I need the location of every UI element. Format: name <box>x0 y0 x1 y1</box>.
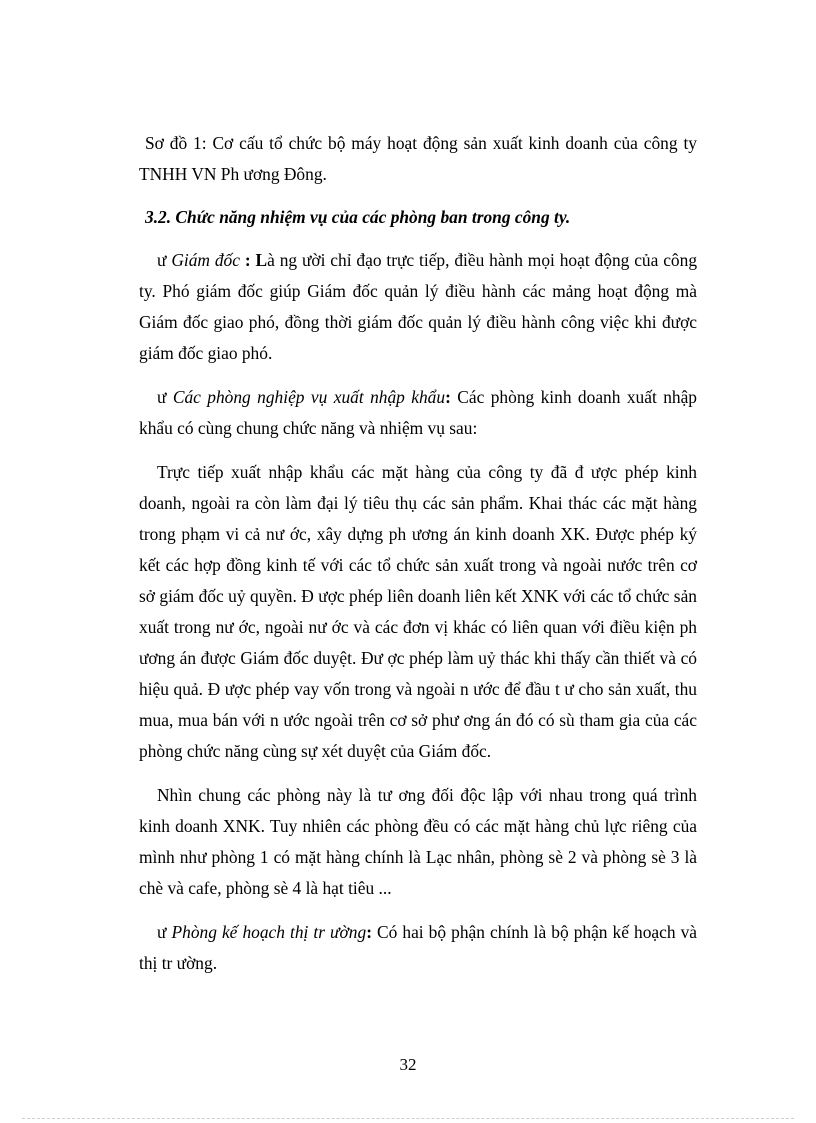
section-heading: 3.2. Chức năng nhiệm vụ của các phòng ban trong công ty. <box>145 207 571 227</box>
paragraph-xnk-detail: Trực tiếp xuất nhập khẩu các mặt hàng của công ty đã đ ược phép kinh doanh, ngoài ra còn làm đại lý tiêu thụ các sản phẩm. Khai thác các mặt hàng trong phạm vi cả nư ớc, xây dựng ph ương án kinh doanh XK. Được phép ký kết các hợp đồng kinh tế với các tổ chức sản xuất trong và ngoài nước trên cơ sở giám đốc uỷ quyền. Đ ược phép liên doanh liên kết XNK với các tổ chức sản xuất trong nư ớc, ngoài nư ớc và các đơn vị khác có liên quan với điều kiện ph ương án được Giám đốc duyệt. Đư ợc phép làm uỷ thác khi thấy cần thiết và có hiệu quả. Đ ược phép vay vốn trong và ngoài n ước để đầu t ư cho sản xuất, thu mua, mua bán với n ước ngoài trên cơ sở phư ơng án đó có sù tham gia của các phòng chức năng cùng sự xét duyệt của Giám đốc. <box>139 462 697 761</box>
term-ke-hoach: Phòng kế hoạch thị tr ường <box>171 922 367 942</box>
paragraph-giam-doc <box>139 245 697 369</box>
paragraph-xnk <box>139 382 697 444</box>
term-xnk: Các phòng nghiệp vụ xuất nhập khẩu <box>172 387 446 407</box>
page-number: 32 <box>399 1055 417 1074</box>
paragraph-text: Các phòng kinh doanh xuất nhập khẩu có cùng chung chức năng và nhiệm vụ sau: <box>139 387 697 438</box>
page-bottom-rule <box>22 1118 794 1119</box>
term-giam-doc: Giám đốc <box>171 250 240 270</box>
paragraph-overview: Nhìn chung các phòng này là tư ơng đối độc lập với nhau trong quá trình kinh doanh XNK. Tuy nhiên các phòng đều có các mặt hàng chủ lực riêng của mình như phòng 1 có mặt hàng chính là Lạc nhân, phòng sè 2 và phòng sè 3 là chè và cafe, phòng sè 4 là hạt tiêu ... <box>139 785 697 898</box>
diagram-caption: Sơ đồ 1: Cơ cấu tổ chức bộ máy hoạt động sản xuất kinh doanh của công ty TNHH VN Ph ương Đông. <box>139 133 697 184</box>
bullet-marker: ư <box>157 250 167 270</box>
lead-letter: L <box>250 250 268 270</box>
term-separator: : <box>366 922 372 942</box>
bullet-marker: ư <box>157 922 167 942</box>
paragraph-text: à ng ười chỉ đạo trực tiếp, điều hành mọi hoạt động của công ty. Phó giám đốc giúp Giám đốc quản lý điều hành các mảng hoạt động mà Giám đốc giao phó, đồng thời giám đốc quản lý điều hành công việc khi được giám đốc giao phó. <box>139 250 698 363</box>
page-body <box>139 128 697 992</box>
paragraph-text: Có hai bộ phận chính là bộ phận kế hoạch và thị tr ường. <box>139 922 697 973</box>
term-separator: : <box>445 387 451 407</box>
paragraph-ke-hoach <box>139 917 697 979</box>
bullet-marker: ư <box>157 387 167 407</box>
term-separator: : <box>239 250 251 270</box>
